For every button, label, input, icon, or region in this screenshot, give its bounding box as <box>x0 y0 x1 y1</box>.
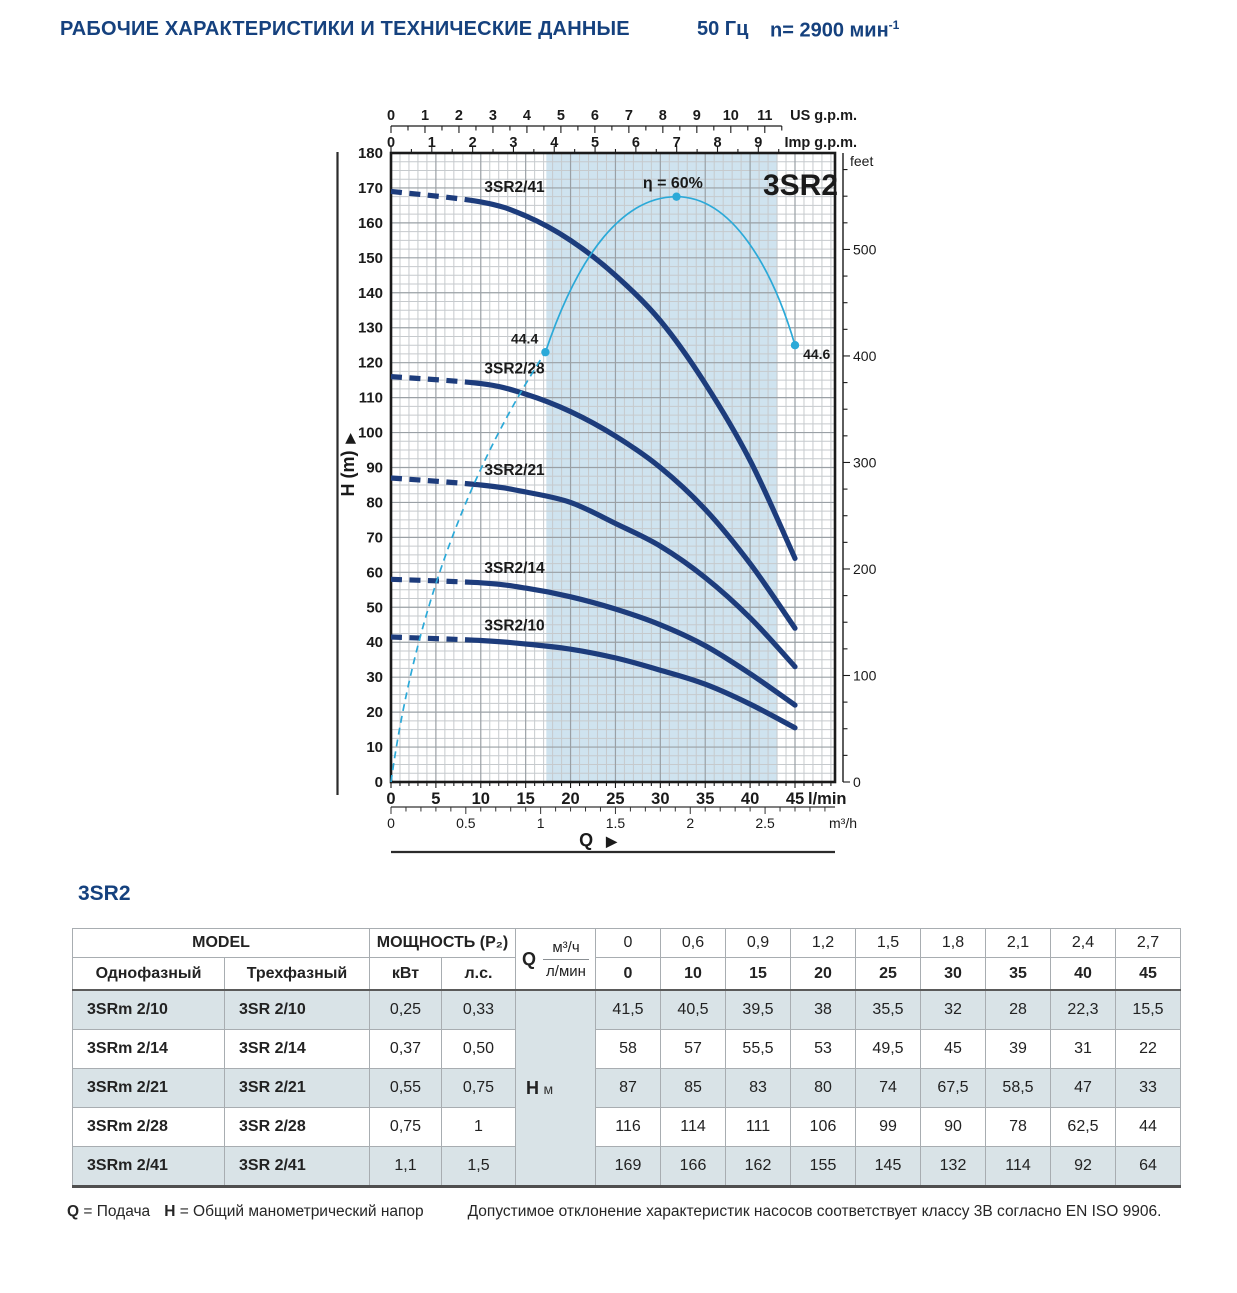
head-value: 58 <box>596 1030 661 1069</box>
head-value: 31 <box>1051 1030 1116 1069</box>
feet-label: feet <box>850 153 874 169</box>
svg-text:40: 40 <box>366 634 383 652</box>
table-row <box>73 1030 1181 1069</box>
head-value: 62,5 <box>1051 1108 1116 1147</box>
svg-text:70: 70 <box>366 529 383 547</box>
svg-text:0: 0 <box>853 774 861 790</box>
efficiency-point <box>541 348 549 356</box>
pump-performance-chart <box>330 95 890 875</box>
efficiency-end-value: 44.6 <box>803 346 831 363</box>
head-value: 162 <box>726 1147 791 1187</box>
svg-text:1: 1 <box>536 815 545 831</box>
efficiency-label: η = 60% <box>642 174 703 192</box>
head-value: 15,5 <box>1116 990 1181 1030</box>
m3h-column-header: 0,6 <box>661 929 726 958</box>
lmin-axis <box>386 782 846 808</box>
svg-text:0: 0 <box>387 815 395 831</box>
svg-text:15: 15 <box>516 790 535 808</box>
head-value: 39,5 <box>726 990 791 1030</box>
svg-text:100: 100 <box>853 667 877 684</box>
svg-text:9: 9 <box>692 108 701 124</box>
svg-text:0: 0 <box>374 774 383 791</box>
svg-text:7: 7 <box>624 108 633 124</box>
h-definition: H = Общий манометрический напор <box>164 1203 424 1220</box>
head-value: 47 <box>1051 1069 1116 1108</box>
lmin-column-header: 35 <box>986 958 1051 991</box>
svg-text:120: 120 <box>357 354 383 372</box>
kw-header: кВт <box>370 958 442 991</box>
svg-text:10: 10 <box>366 739 383 757</box>
svg-text:200: 200 <box>853 560 877 577</box>
curve-label-3SR2/10: 3SR2/10 <box>484 617 545 635</box>
head-value: 53 <box>791 1030 856 1069</box>
model-header: MODEL <box>73 929 370 958</box>
svg-text:100: 100 <box>357 424 383 442</box>
hp-value: 0,75 <box>442 1069 516 1108</box>
us-gpm-label: US g.p.m. <box>790 108 857 124</box>
svg-text:35: 35 <box>696 790 715 808</box>
head-value: 40,5 <box>661 990 726 1030</box>
svg-text:30: 30 <box>366 669 383 687</box>
table-header-row-2 <box>73 958 1181 991</box>
svg-text:8: 8 <box>713 135 722 151</box>
imp-gpm-label: Imp g.p.m. <box>784 135 857 151</box>
spec-table <box>72 928 1181 1188</box>
head-value: 83 <box>726 1069 791 1108</box>
table-row <box>73 1147 1181 1187</box>
head-value: 28 <box>986 990 1051 1030</box>
head-value: 116 <box>596 1108 661 1147</box>
lmin-column-header: 40 <box>1051 958 1116 991</box>
svg-text:5: 5 <box>556 108 565 124</box>
svg-text:150: 150 <box>357 249 383 267</box>
h-symbol: H <box>526 1077 539 1098</box>
svg-text:30: 30 <box>651 790 670 808</box>
efficiency-point <box>672 192 680 200</box>
head-value: 44 <box>1116 1108 1181 1147</box>
q-header <box>516 929 596 991</box>
head-value: 90 <box>921 1108 986 1147</box>
three-phase-model: 3SR 2/14 <box>225 1030 370 1069</box>
imp-gpm-axis <box>387 135 857 153</box>
svg-text:6: 6 <box>631 135 640 151</box>
head-value: 49,5 <box>856 1030 921 1069</box>
svg-text:3: 3 <box>509 135 518 151</box>
x-axis-title: Q ▶ <box>579 830 617 850</box>
power-header: МОЩНОСТЬ (P₂) <box>370 929 516 958</box>
curve-label-3SR2/41: 3SR2/41 <box>484 178 545 196</box>
head-value: 166 <box>661 1147 726 1187</box>
m3h-column-header: 1,2 <box>791 929 856 958</box>
svg-text:2.5: 2.5 <box>755 815 775 831</box>
head-value: 87 <box>596 1069 661 1108</box>
head-value: 80 <box>791 1069 856 1108</box>
chart-title: 3SR2 <box>762 169 838 202</box>
three-phase-model: 3SR 2/41 <box>225 1147 370 1187</box>
head-value: 92 <box>1051 1147 1116 1187</box>
q-symbol: Q <box>522 948 537 969</box>
svg-text:3: 3 <box>488 108 497 124</box>
svg-text:0: 0 <box>386 135 396 151</box>
head-value: 58,5 <box>986 1069 1051 1108</box>
head-value: 114 <box>986 1147 1051 1187</box>
svg-text:2: 2 <box>454 108 464 124</box>
kw-value: 1,1 <box>370 1147 442 1187</box>
svg-text:7: 7 <box>672 135 681 151</box>
head-value: 57 <box>661 1030 726 1069</box>
svg-text:60: 60 <box>366 564 383 582</box>
head-value: 22 <box>1116 1030 1181 1069</box>
table-row <box>73 990 1181 1030</box>
head-unit-cell <box>516 990 596 1187</box>
footer <box>67 1203 1197 1221</box>
us-gpm-axis <box>387 108 857 133</box>
head-value: 67,5 <box>921 1069 986 1108</box>
lmin-column-header: 20 <box>791 958 856 991</box>
hp-value: 1 <box>442 1108 516 1147</box>
single-phase-model: 3SRm 2/10 <box>73 990 225 1030</box>
efficiency-point <box>791 341 799 349</box>
svg-text:4: 4 <box>522 108 531 124</box>
speed-exponent: -1 <box>888 18 900 32</box>
m3h-column-header: 2,4 <box>1051 929 1116 958</box>
svg-text:0: 0 <box>386 790 396 808</box>
curve-label-3SR2/21: 3SR2/21 <box>484 461 545 479</box>
m3h-unit: м³/ч <box>543 937 589 960</box>
three-phase-model: 3SR 2/21 <box>225 1069 370 1108</box>
m3h-column-header: 1,5 <box>856 929 921 958</box>
head-value: 169 <box>596 1147 661 1187</box>
svg-text:0.5: 0.5 <box>456 815 476 831</box>
head-value: 41,5 <box>596 990 661 1030</box>
curve-label-3SR2/28: 3SR2/28 <box>484 360 545 378</box>
svg-text:9: 9 <box>754 135 763 151</box>
kw-value: 0,55 <box>370 1069 442 1108</box>
curve-label-3SR2/14: 3SR2/14 <box>484 559 545 577</box>
table-row <box>73 1108 1181 1147</box>
head-value: 32 <box>921 990 986 1030</box>
svg-text:1.5: 1.5 <box>605 815 626 831</box>
y-axis-title: H (m)▶ <box>338 433 358 497</box>
lmin-column-header: 15 <box>726 958 791 991</box>
single-phase-model: 3SRm 2/41 <box>73 1147 225 1187</box>
svg-text:170: 170 <box>357 179 383 197</box>
lmin-column-header: 45 <box>1116 958 1181 991</box>
m3h-label: m³/h <box>829 815 857 831</box>
svg-text:110: 110 <box>358 389 383 407</box>
head-value: 55,5 <box>726 1030 791 1069</box>
head-value: 145 <box>856 1147 921 1187</box>
hp-value: 1,5 <box>442 1147 516 1187</box>
svg-text:130: 130 <box>357 319 383 337</box>
table-row <box>73 1069 1181 1108</box>
m3h-column-header: 2,1 <box>986 929 1051 958</box>
head-value: 155 <box>791 1147 856 1187</box>
m3h-column-header: 2,7 <box>1116 929 1181 958</box>
svg-text:25: 25 <box>606 790 625 808</box>
svg-text:5: 5 <box>591 135 600 151</box>
svg-text:40: 40 <box>740 790 760 808</box>
head-value: 74 <box>856 1069 921 1108</box>
hp-header: л.с. <box>442 958 516 991</box>
svg-text:500: 500 <box>853 241 877 258</box>
three-phase-model: 3SR 2/28 <box>225 1108 370 1147</box>
table-section-title: 3SR2 <box>78 882 131 905</box>
q-definition: Q = Подача <box>67 1203 151 1220</box>
head-value: 85 <box>661 1069 726 1108</box>
svg-text:8: 8 <box>658 108 667 124</box>
kw-value: 0,25 <box>370 990 442 1030</box>
h-unit: м <box>543 1080 554 1097</box>
head-value: 99 <box>856 1108 921 1147</box>
svg-text:45: 45 <box>785 790 805 808</box>
head-value: 45 <box>921 1030 986 1069</box>
svg-text:11: 11 <box>757 108 773 124</box>
head-value: 114 <box>661 1108 726 1147</box>
feet-axis <box>843 153 877 790</box>
svg-text:10: 10 <box>722 108 739 124</box>
svg-text:10: 10 <box>471 790 490 808</box>
svg-text:20: 20 <box>561 790 580 808</box>
hp-value: 0,50 <box>442 1030 516 1069</box>
lmin-column-header: 30 <box>921 958 986 991</box>
head-value: 22,3 <box>1051 990 1116 1030</box>
svg-text:300: 300 <box>853 454 877 471</box>
head-value: 132 <box>921 1147 986 1187</box>
head-value: 111 <box>726 1108 791 1147</box>
svg-text:6: 6 <box>590 108 599 124</box>
page-title: РАБОЧИЕ ХАРАКТЕРИСТИКИ И ТЕХНИЧЕСКИЕ ДАННЫЕ <box>60 18 630 40</box>
lmin-column-header: 10 <box>661 958 726 991</box>
svg-text:160: 160 <box>357 214 383 232</box>
head-value: 35,5 <box>856 990 921 1030</box>
m3h-axis <box>387 807 857 831</box>
single-phase-model: 3SRm 2/14 <box>73 1030 225 1069</box>
svg-text:400: 400 <box>853 347 877 364</box>
hp-value: 0,33 <box>442 990 516 1030</box>
speed-label: n= 2900 мин$^{-1}$ <box>770 18 900 42</box>
svg-text:80: 80 <box>366 494 383 512</box>
tolerance-note: Допустимое отклонение характеристик насосов соответствует классу 3В согласно EN ISO 9906. <box>467 1203 1162 1220</box>
svg-text:2: 2 <box>686 815 695 831</box>
efficiency-start-value: 44.4 <box>510 330 539 347</box>
svg-text:180: 180 <box>357 145 383 162</box>
frequency-label: 50 Гц <box>697 18 749 40</box>
head-value: 106 <box>791 1108 856 1147</box>
svg-text:1: 1 <box>420 108 430 124</box>
svg-text:5: 5 <box>431 790 441 808</box>
svg-text:4: 4 <box>550 135 559 151</box>
svg-text:1: 1 <box>427 135 436 151</box>
doc-header <box>0 18 1237 48</box>
table-header-row-1 <box>73 929 1181 958</box>
three-phase-header: Трехфазный <box>225 958 370 991</box>
m3h-column-header: 0 <box>596 929 661 958</box>
svg-text:50: 50 <box>366 599 383 617</box>
head-value: 38 <box>791 990 856 1030</box>
single-phase-header: Однофазный <box>73 958 225 991</box>
head-value: 64 <box>1116 1147 1181 1187</box>
svg-text:140: 140 <box>357 284 383 302</box>
m3h-column-header: 0,9 <box>726 929 791 958</box>
lmin-column-header: 0 <box>596 958 661 991</box>
svg-text:2: 2 <box>468 135 477 151</box>
lmin-unit: л/мин <box>546 962 586 980</box>
single-phase-model: 3SRm 2/28 <box>73 1108 225 1147</box>
lmin-label: l/min <box>808 790 847 808</box>
lmin-column-header: 25 <box>856 958 921 991</box>
three-phase-model: 3SR 2/10 <box>225 990 370 1030</box>
svg-text:90: 90 <box>366 459 383 477</box>
head-value: 78 <box>986 1108 1051 1147</box>
head-value: 39 <box>986 1030 1051 1069</box>
single-phase-model: 3SRm 2/21 <box>73 1069 225 1108</box>
head-value: 33 <box>1116 1069 1181 1108</box>
svg-text:0: 0 <box>386 108 396 124</box>
kw-value: 0,37 <box>370 1030 442 1069</box>
kw-value: 0,75 <box>370 1108 442 1147</box>
svg-text:20: 20 <box>366 704 383 722</box>
h-axis-labels <box>358 145 383 791</box>
m3h-column-header: 1,8 <box>921 929 986 958</box>
